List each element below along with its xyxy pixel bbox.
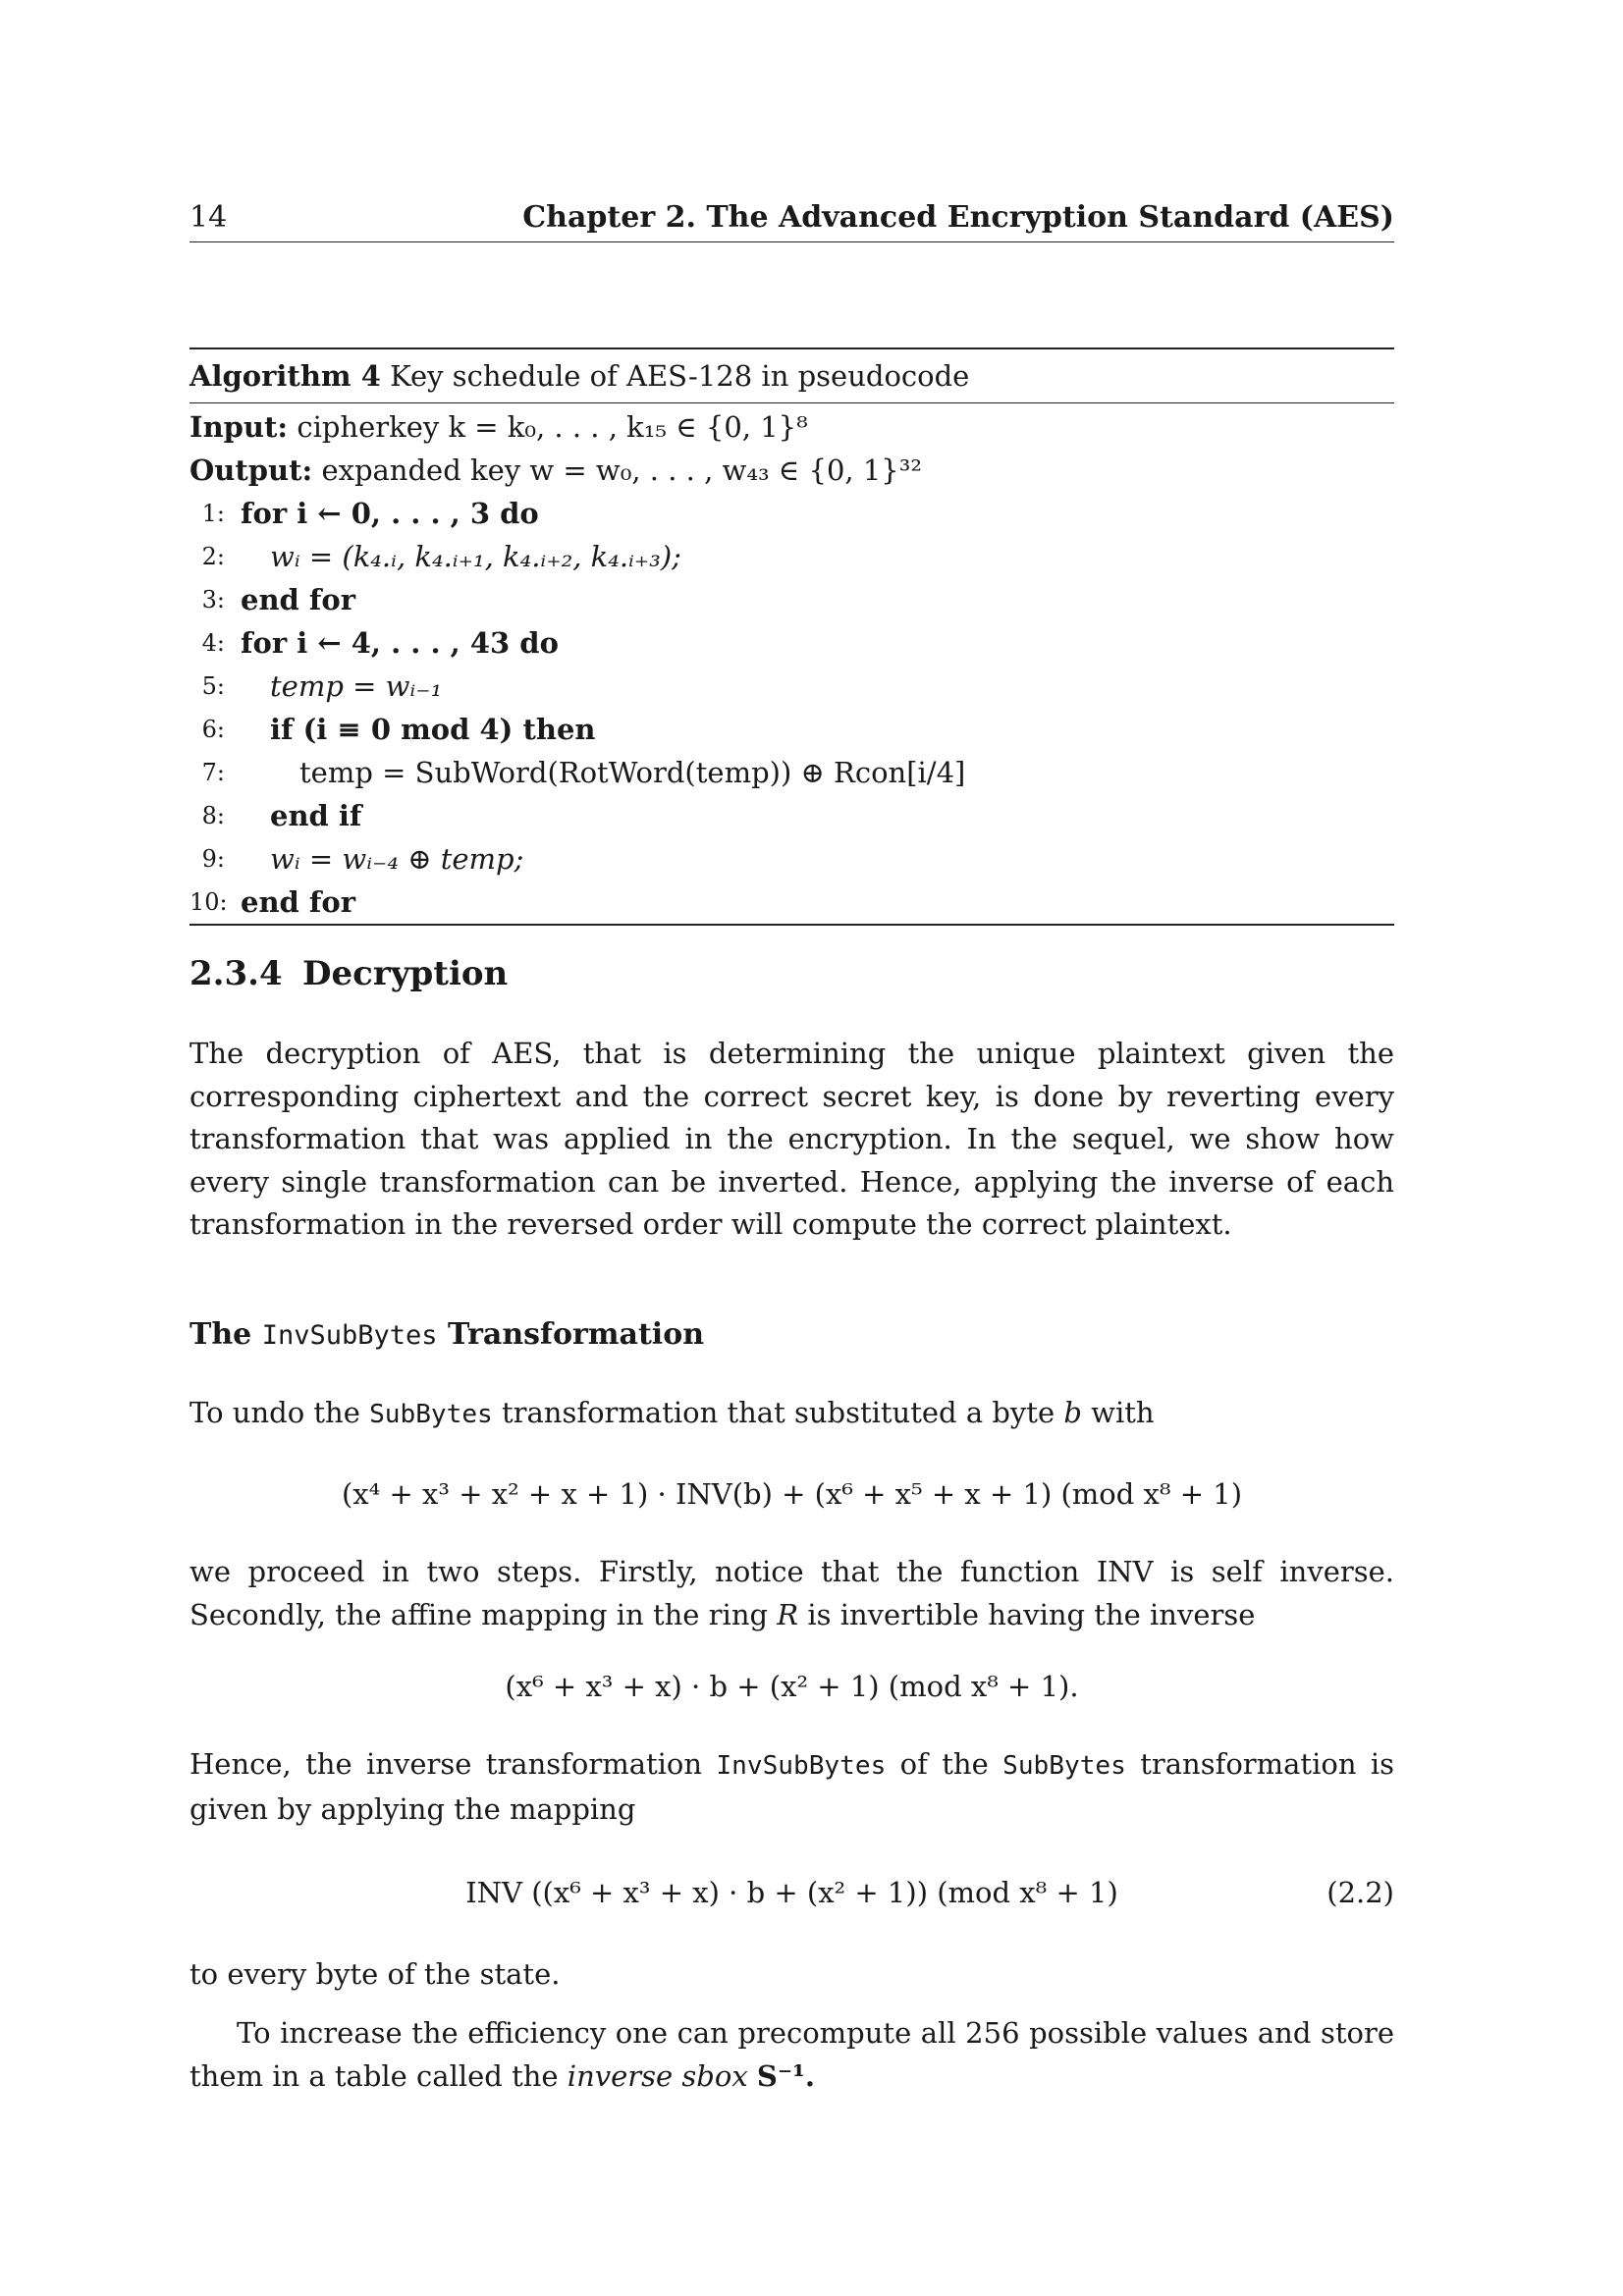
subsection-title-prefix: The (189, 1317, 252, 1352)
text-span: To increase the efficiency one can precompute all 256 possible values and store them in a table called the (189, 2016, 1394, 2093)
line-code: for i ← 4, . . . , 43 do (241, 626, 559, 660)
line-number: 9: (201, 845, 225, 873)
section-number: 2.3.4 (189, 954, 283, 993)
equation-number: (2.2) (1326, 1876, 1394, 1909)
line-code: end for (241, 885, 356, 919)
line-code: end for (241, 583, 356, 616)
algorithm-output (189, 449, 1394, 492)
line-number: 3: (201, 586, 225, 614)
math-symbol: S⁻¹. (756, 2058, 815, 2093)
line-number: 7: (201, 759, 225, 786)
algorithm-line (189, 621, 1394, 665)
section-title: Decryption (302, 954, 509, 993)
line-code: wᵢ = wᵢ₋₄ ⊕ temp; (270, 842, 524, 876)
algorithm-line (189, 492, 1394, 535)
text-span: is invertible having the inverse (807, 1597, 1256, 1631)
section-paragraph: The decryption of AES, that is determining the unique plaintext given the corresponding ciphertext and the correct secret key, is done by reverting every transformation that was applied in the encryption. In the sequel, we show how every single transformation can be inverted. Hence, applying the inverse of each transformation in the reversed order will compute the correct plaintext. (189, 1037, 1394, 1241)
input-text: cipherkey k = k₀, . . . , k₁₅ ∈ {0, 1}⁸ (297, 410, 808, 444)
line-code: if (i ≡ 0 mod 4) then (270, 713, 596, 746)
line-number: 6: (201, 716, 225, 743)
algorithm-line (189, 578, 1394, 621)
line-number: 4: (201, 629, 225, 657)
emphasis-span: inverse sbox (567, 2058, 748, 2093)
algorithm-line (189, 794, 1394, 837)
line-number: 1: (201, 500, 225, 527)
text-span: To undo the (189, 1396, 360, 1429)
text-span: we proceed in two steps. Firstly, notice that the function INV is self inverse. Secondly, the affine mapping in the ring (189, 1555, 1394, 1631)
page-number: 14 (189, 200, 228, 235)
paragraph-2 (189, 1551, 1394, 1636)
math-var: b (1063, 1396, 1082, 1429)
paragraph-5 (189, 2012, 1394, 2098)
section-heading (189, 952, 508, 995)
algorithm-line (189, 535, 1394, 578)
paragraph-4: to every byte of the state. (189, 1957, 561, 1991)
text-span: transformation is given by applying the mapping (189, 1747, 1395, 1826)
paragraph-1 (189, 1392, 1394, 1437)
algorithm-line (189, 665, 1394, 708)
code-span: SubBytes (369, 1400, 493, 1429)
text-span: transformation that substituted a byte (501, 1396, 1055, 1429)
algorithm-caption-label: Algorithm 4 (189, 359, 381, 393)
algorithm-block (189, 347, 1394, 926)
algorithm-input (189, 405, 1394, 449)
line-code: temp = wᵢ₋₁ (270, 669, 443, 703)
text-span: Hence, the inverse transformation (189, 1747, 703, 1781)
subsection-title-code: InvSubBytes (261, 1320, 438, 1351)
equation-3 (189, 1871, 1394, 1914)
code-span: SubBytes (1002, 1751, 1126, 1781)
text-span: of the (899, 1747, 989, 1781)
line-code: temp = SubWord(RotWord(temp)) ⊕ Rcon[i/4] (299, 756, 966, 789)
line-number: 5: (201, 672, 225, 700)
output-text: expanded key w = w₀, . . . , w₄₃ ∈ {0, 1}³² (321, 454, 922, 487)
subsection-heading (189, 1313, 704, 1358)
line-number: 10: (189, 888, 228, 916)
algorithm-caption-text: Key schedule of AES-128 in pseudocode (390, 359, 970, 393)
math-ring: R (777, 1597, 799, 1631)
line-number: 8: (201, 802, 225, 829)
algorithm-line (189, 708, 1394, 751)
code-span: InvSubBytes (716, 1751, 887, 1781)
equation-2: (x⁶ + x³ + x) · b + (x² + 1) (mod x⁸ + 1). (505, 1670, 1079, 1703)
algorithm-line (189, 751, 1394, 794)
input-label: Input: (189, 410, 289, 444)
algorithm-line (189, 837, 1394, 881)
output-label: Output: (189, 454, 313, 487)
line-code: for i ← 0, . . . , 3 do (241, 497, 539, 530)
line-number: 2: (201, 543, 225, 570)
text-span: with (1091, 1396, 1155, 1429)
subsection-title-suffix: Transformation (447, 1317, 705, 1352)
line-code: wᵢ = (k₄.ᵢ, k₄.ᵢ₊₁, k₄.ᵢ₊₂, k₄.ᵢ₊₃); (270, 540, 681, 573)
chapter-title: Chapter 2. The Advanced Encryption Standard (AES) (522, 200, 1394, 235)
algorithm-line (189, 881, 1394, 924)
running-head (189, 196, 1394, 242)
equation-3-body: INV ((x⁶ + x³ + x) · b + (x² + 1)) (mod x⁸ + 1) (465, 1876, 1118, 1909)
paragraph-3 (189, 1743, 1394, 1831)
line-code: end if (270, 799, 362, 832)
equation-1: (x⁴ + x³ + x² + x + 1) · INV(b) + (x⁶ + x⁵ + x + 1) (mod x⁸ + 1) (341, 1477, 1243, 1511)
algorithm-caption (189, 349, 1394, 403)
